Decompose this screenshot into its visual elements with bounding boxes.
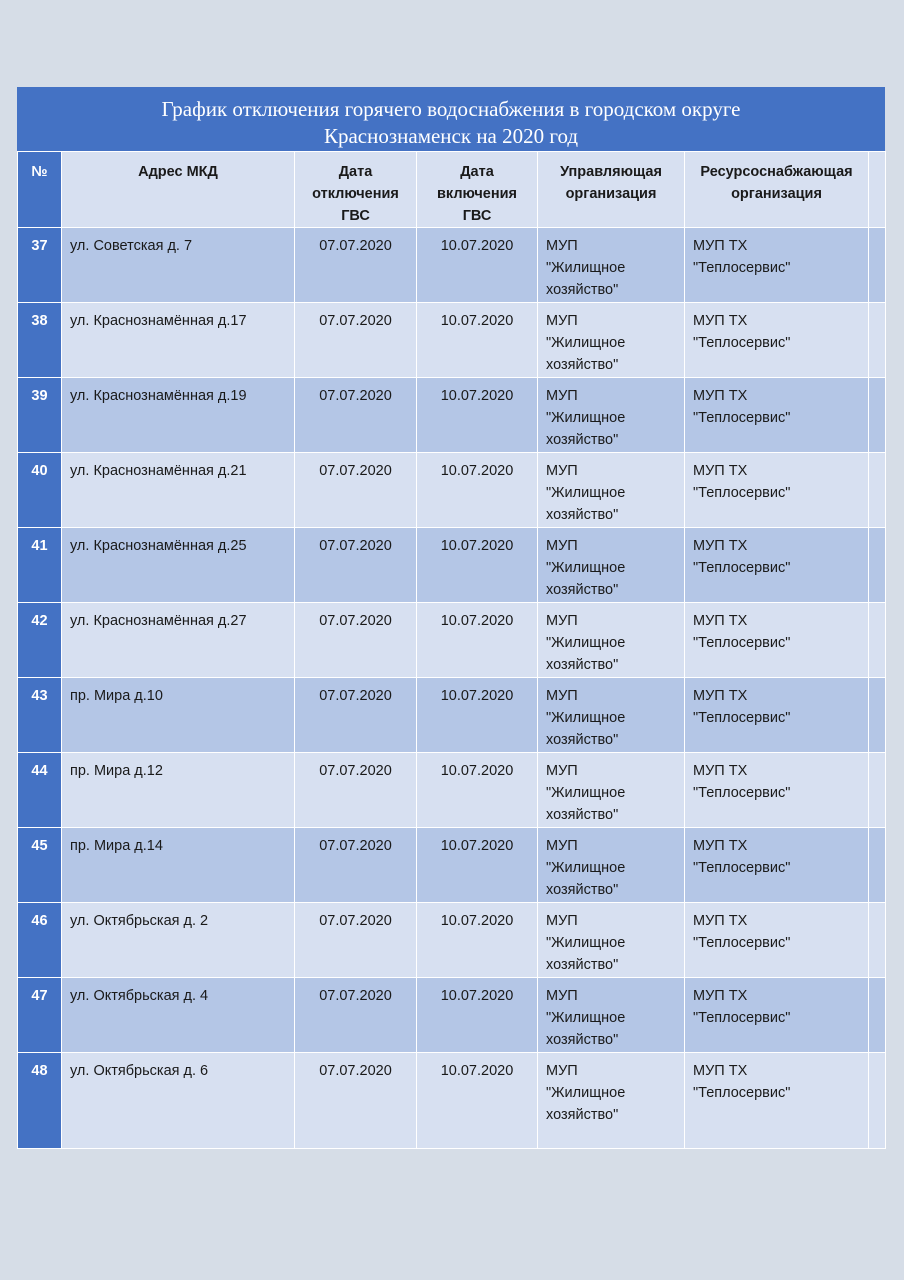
- res-line-2: "Теплосервис": [693, 485, 791, 501]
- res-line-2: "Теплосервис": [693, 560, 791, 576]
- header-resource-org: [685, 152, 869, 228]
- res-line-1: МУП ТХ: [693, 613, 748, 629]
- header-on-line-1: Дата: [460, 164, 494, 180]
- res-line-2: "Теплосервис": [693, 260, 791, 276]
- row-off-date: 07.07.2020: [295, 378, 417, 453]
- row-off-date: 07.07.2020: [295, 1053, 417, 1149]
- table-row: [18, 528, 886, 603]
- row-address: ул. Октябрьская д. 2: [62, 903, 295, 978]
- table-row: [18, 678, 886, 753]
- row-management-org: [538, 228, 685, 303]
- row-number: 37: [18, 228, 62, 303]
- res-line-2: "Теплосервис": [693, 335, 791, 351]
- row-management-org: [538, 378, 685, 453]
- header-res-line-1: Ресурсоснабжающая: [700, 164, 853, 180]
- mgmt-line-2: "Жилищное: [546, 560, 626, 576]
- row-resource-org: [685, 603, 869, 678]
- res-line-2: "Теплосервис": [693, 1010, 791, 1026]
- res-line-2: "Теплосервис": [693, 935, 791, 951]
- row-number: 39: [18, 378, 62, 453]
- document-title: [17, 87, 885, 151]
- row-resource-org: [685, 753, 869, 828]
- header-management-org: [538, 152, 685, 228]
- row-off-date: 07.07.2020: [295, 303, 417, 378]
- mgmt-line-3: хозяйство": [546, 657, 619, 673]
- row-spacer: [869, 528, 886, 603]
- header-off-line-2: отключения: [312, 186, 399, 202]
- header-number: №: [18, 152, 62, 228]
- mgmt-line-1: МУП: [546, 838, 578, 854]
- row-number: 41: [18, 528, 62, 603]
- mgmt-line-3: хозяйство": [546, 507, 619, 523]
- row-management-org: [538, 603, 685, 678]
- schedule-table: [17, 151, 886, 1149]
- mgmt-line-3: хозяйство": [546, 957, 619, 973]
- table-row: [18, 378, 886, 453]
- row-resource-org: [685, 903, 869, 978]
- row-on-date: 10.07.2020: [417, 678, 538, 753]
- schedule-document: [17, 87, 885, 1149]
- mgmt-line-3: хозяйство": [546, 882, 619, 898]
- row-address: ул. Советская д. 7: [62, 228, 295, 303]
- title-line-2: Краснознаменск на 2020 год: [323, 124, 579, 148]
- mgmt-line-3: хозяйство": [546, 1032, 619, 1048]
- row-on-date: 10.07.2020: [417, 603, 538, 678]
- header-off-line-3: ГВС: [341, 208, 370, 224]
- row-spacer: [869, 1053, 886, 1149]
- res-line-1: МУП ТХ: [693, 913, 748, 929]
- row-resource-org: [685, 228, 869, 303]
- mgmt-line-3: хозяйство": [546, 732, 619, 748]
- res-line-1: МУП ТХ: [693, 688, 748, 704]
- mgmt-line-2: "Жилищное: [546, 710, 626, 726]
- row-off-date: 07.07.2020: [295, 453, 417, 528]
- header-row: [18, 152, 886, 228]
- table-row: [18, 828, 886, 903]
- row-spacer: [869, 753, 886, 828]
- row-off-date: 07.07.2020: [295, 603, 417, 678]
- row-spacer: [869, 903, 886, 978]
- table-row: [18, 303, 886, 378]
- row-number: 38: [18, 303, 62, 378]
- row-off-date: 07.07.2020: [295, 228, 417, 303]
- res-line-1: МУП ТХ: [693, 538, 748, 554]
- header-on-line-3: ГВС: [462, 208, 492, 224]
- row-management-org: [538, 303, 685, 378]
- table-row: [18, 753, 886, 828]
- row-spacer: [869, 453, 886, 528]
- row-address: ул. Октябрьская д. 6: [62, 1053, 295, 1149]
- mgmt-line-2: "Жилищное: [546, 635, 626, 651]
- mgmt-line-2: "Жилищное: [546, 335, 626, 351]
- row-resource-org: [685, 978, 869, 1053]
- mgmt-line-2: "Жилищное: [546, 260, 626, 276]
- table-row: [18, 453, 886, 528]
- table-row: [18, 903, 886, 978]
- res-line-1: МУП ТХ: [693, 988, 748, 1004]
- res-line-1: МУП ТХ: [693, 838, 748, 854]
- row-management-org: [538, 678, 685, 753]
- row-management-org: [538, 828, 685, 903]
- res-line-1: МУП ТХ: [693, 463, 748, 479]
- mgmt-line-2: "Жилищное: [546, 935, 626, 951]
- mgmt-line-1: МУП: [546, 763, 578, 779]
- row-management-org: [538, 903, 685, 978]
- row-spacer: [869, 828, 886, 903]
- row-address: пр. Мира д.14: [62, 828, 295, 903]
- row-number: 44: [18, 753, 62, 828]
- row-number: 48: [18, 1053, 62, 1149]
- row-resource-org: [685, 303, 869, 378]
- row-on-date: 10.07.2020: [417, 303, 538, 378]
- mgmt-line-2: "Жилищное: [546, 1010, 626, 1026]
- row-resource-org: [685, 528, 869, 603]
- res-line-2: "Теплосервис": [693, 1085, 791, 1101]
- row-management-org: [538, 453, 685, 528]
- header-mgmt-line-2: организация: [565, 186, 657, 202]
- mgmt-line-1: МУП: [546, 238, 578, 254]
- mgmt-line-3: хозяйство": [546, 807, 619, 823]
- row-spacer: [869, 978, 886, 1053]
- row-management-org: [538, 978, 685, 1053]
- row-number: 47: [18, 978, 62, 1053]
- mgmt-line-3: хозяйство": [546, 1107, 619, 1123]
- row-spacer: [869, 603, 886, 678]
- table-row: [18, 228, 886, 303]
- row-resource-org: [685, 378, 869, 453]
- title-line-1: График отключения горячего водоснабжения в городском округе: [161, 97, 741, 121]
- row-number: 46: [18, 903, 62, 978]
- row-on-date: 10.07.2020: [417, 903, 538, 978]
- row-number: 43: [18, 678, 62, 753]
- res-line-2: "Теплосервис": [693, 785, 791, 801]
- row-number: 42: [18, 603, 62, 678]
- mgmt-line-2: "Жилищное: [546, 785, 626, 801]
- row-spacer: [869, 378, 886, 453]
- res-line-1: МУП ТХ: [693, 763, 748, 779]
- row-on-date: 10.07.2020: [417, 453, 538, 528]
- mgmt-line-3: хозяйство": [546, 582, 619, 598]
- row-on-date: 10.07.2020: [417, 1053, 538, 1149]
- mgmt-line-3: хозяйство": [546, 357, 619, 373]
- res-line-2: "Теплосервис": [693, 860, 791, 876]
- mgmt-line-1: МУП: [546, 463, 578, 479]
- mgmt-line-1: МУП: [546, 688, 578, 704]
- mgmt-line-3: хозяйство": [546, 282, 619, 298]
- mgmt-line-2: "Жилищное: [546, 485, 626, 501]
- header-spacer: [869, 152, 886, 228]
- row-off-date: 07.07.2020: [295, 753, 417, 828]
- row-address: ул. Краснознамённая д.21: [62, 453, 295, 528]
- mgmt-line-1: МУП: [546, 613, 578, 629]
- row-off-date: 07.07.2020: [295, 528, 417, 603]
- mgmt-line-1: МУП: [546, 538, 578, 554]
- row-on-date: 10.07.2020: [417, 753, 538, 828]
- mgmt-line-1: МУП: [546, 1063, 578, 1079]
- row-resource-org: [685, 1053, 869, 1149]
- row-address: пр. Мира д.10: [62, 678, 295, 753]
- header-on-date: [417, 152, 538, 228]
- row-address: ул. Октябрьская д. 4: [62, 978, 295, 1053]
- res-line-1: МУП ТХ: [693, 1063, 748, 1079]
- row-off-date: 07.07.2020: [295, 828, 417, 903]
- row-spacer: [869, 228, 886, 303]
- row-spacer: [869, 678, 886, 753]
- row-number: 40: [18, 453, 62, 528]
- mgmt-line-1: МУП: [546, 388, 578, 404]
- row-on-date: 10.07.2020: [417, 228, 538, 303]
- row-off-date: 07.07.2020: [295, 678, 417, 753]
- header-mgmt-line-1: Управляющая: [560, 164, 662, 180]
- mgmt-line-2: "Жилищное: [546, 410, 626, 426]
- res-line-2: "Теплосервис": [693, 710, 791, 726]
- row-on-date: 10.07.2020: [417, 828, 538, 903]
- mgmt-line-1: МУП: [546, 313, 578, 329]
- header-address: Адрес МКД: [62, 152, 295, 228]
- mgmt-line-3: хозяйство": [546, 432, 619, 448]
- row-address: ул. Краснознамённая д.19: [62, 378, 295, 453]
- res-line-1: МУП ТХ: [693, 313, 748, 329]
- row-address: ул. Краснознамённая д.17: [62, 303, 295, 378]
- row-resource-org: [685, 678, 869, 753]
- row-on-date: 10.07.2020: [417, 378, 538, 453]
- row-off-date: 07.07.2020: [295, 978, 417, 1053]
- row-on-date: 10.07.2020: [417, 528, 538, 603]
- row-address: ул. Краснознамённая д.27: [62, 603, 295, 678]
- header-off-line-1: Дата: [338, 164, 373, 180]
- res-line-2: "Теплосервис": [693, 410, 791, 426]
- row-management-org: [538, 1053, 685, 1149]
- row-on-date: 10.07.2020: [417, 978, 538, 1053]
- mgmt-line-1: МУП: [546, 988, 578, 1004]
- row-number: 45: [18, 828, 62, 903]
- res-line-2: "Теплосервис": [693, 635, 791, 651]
- mgmt-line-1: МУП: [546, 913, 578, 929]
- row-off-date: 07.07.2020: [295, 903, 417, 978]
- row-spacer: [869, 303, 886, 378]
- header-off-date: [295, 152, 417, 228]
- mgmt-line-2: "Жилищное: [546, 1085, 626, 1101]
- row-address: пр. Мира д.12: [62, 753, 295, 828]
- table-row: [18, 603, 886, 678]
- res-line-1: МУП ТХ: [693, 238, 748, 254]
- row-resource-org: [685, 828, 869, 903]
- table-row: [18, 1053, 886, 1149]
- row-resource-org: [685, 453, 869, 528]
- mgmt-line-2: "Жилищное: [546, 860, 626, 876]
- row-management-org: [538, 753, 685, 828]
- row-management-org: [538, 528, 685, 603]
- header-on-line-2: включения: [436, 186, 517, 202]
- header-res-line-2: организация: [731, 186, 822, 202]
- res-line-1: МУП ТХ: [693, 388, 748, 404]
- row-address: ул. Краснознамённая д.25: [62, 528, 295, 603]
- table-row: [18, 978, 886, 1053]
